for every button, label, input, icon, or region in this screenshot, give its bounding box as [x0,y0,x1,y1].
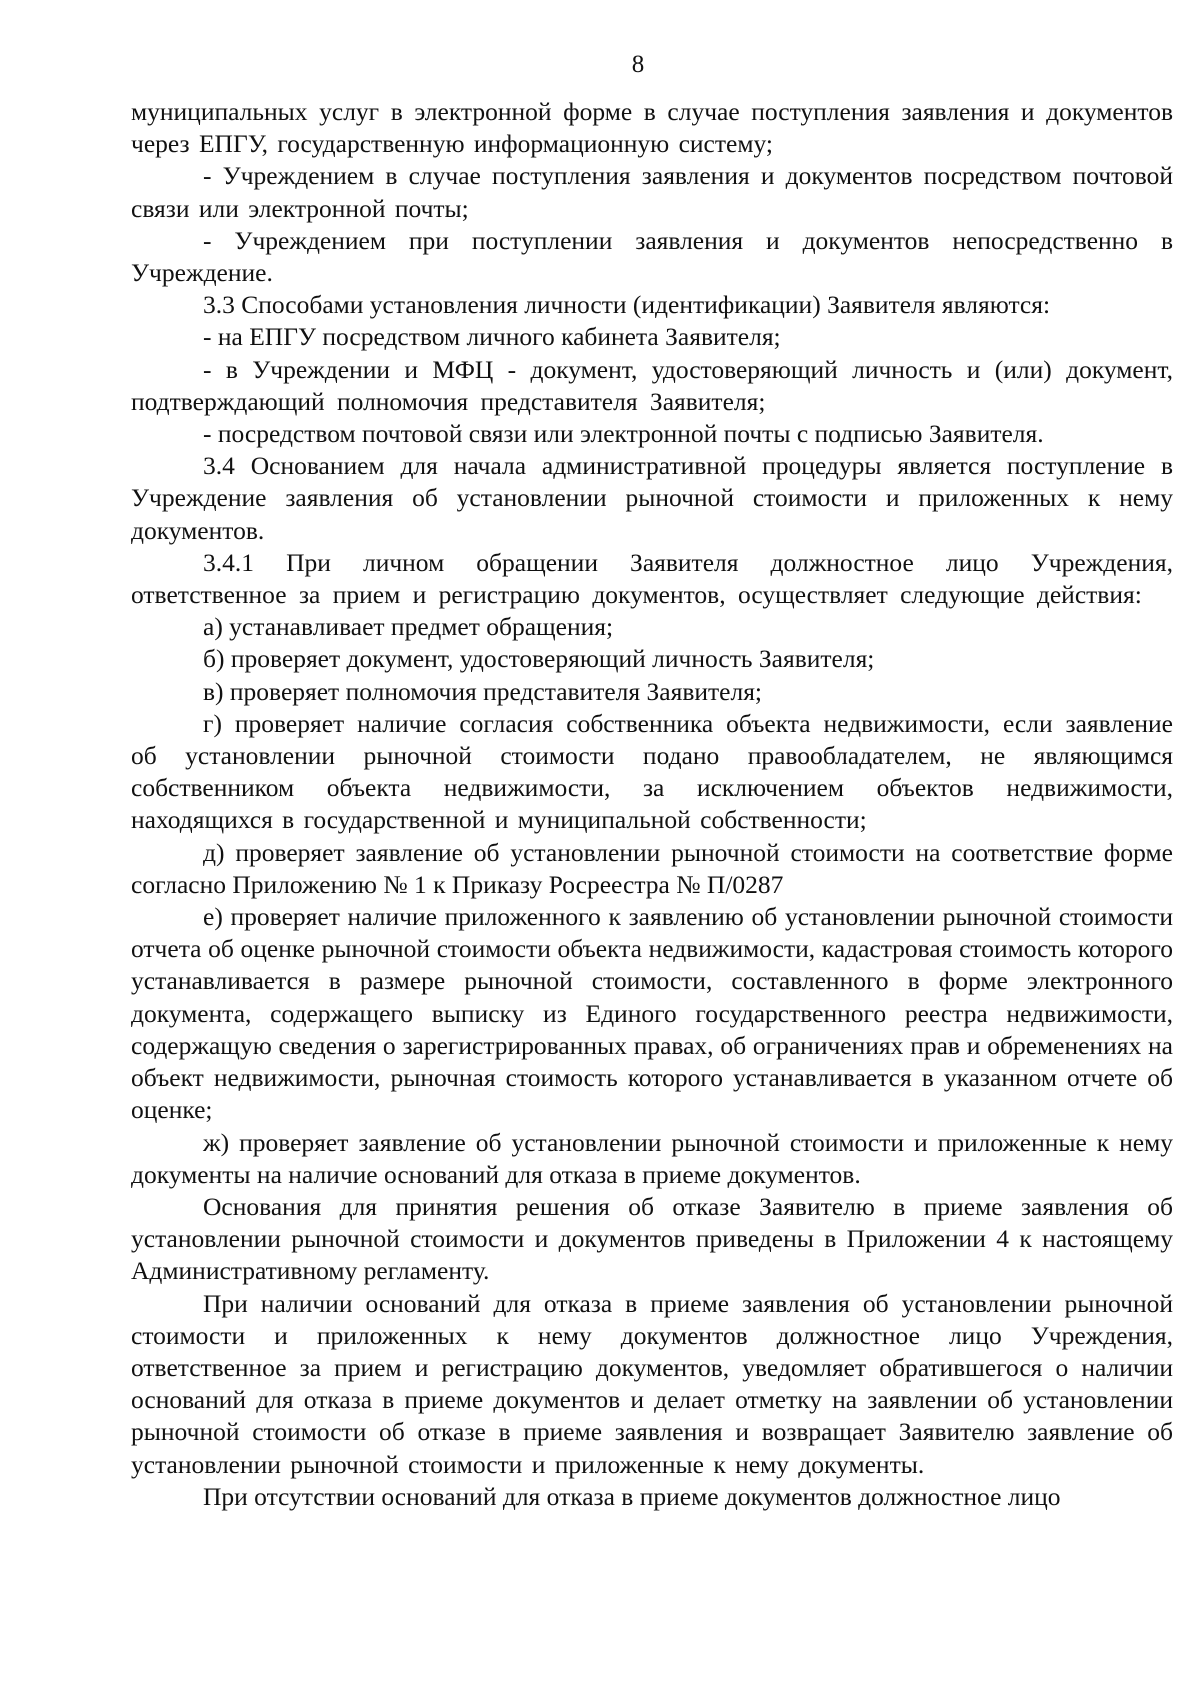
document-body [131,96,1173,1513]
list-item: - посредством почтовой связи или электронной почты с подписью Заявителя. [203,419,1044,449]
list-item: - в Учреждении и МФЦ - документ, удостоверяющий личность и (или) документ, подтверждающий полномочия представителя Заявителя; [131,354,1173,416]
list-item: д) проверяет заявление об установлении рыночной стоимости на соответствие форме согласно Приложению № 1 к Приказу Росреестра № П/0287 [131,837,1173,899]
list-item: ж) проверяет заявление об установлении рыночной стоимости и приложенные к нему документы на наличие оснований для отказа в приеме документов. [131,1127,1173,1189]
list-item: - Учреждением при поступлении заявления и документов непосредственно в Учреждение. [131,225,1173,288]
list-item: е) проверяет наличие приложенного к заявлению об установлении рыночной стоимости отчета об оценке рыночной стоимости объекта недвижимости, кадастровая стоимость которого устанавливается в размере рыночной стоимости, составленного в форме электронного документа, содержащего выписку из Единого государственного реестра недвижимости, содержащую сведения о зарегистрированных правах, об ограничениях прав и обременениях на объект недвижимости, рыночная стоимость которого устанавливается в указанном отчете об оценке; [131,902,1173,1125]
paragraph: Основания для принятия решения об отказе Заявителю в приеме заявления об установлении рыночной стоимости и документов приведены в Приложении 4 к настоящему Административному регламенту. [131,1191,1173,1286]
paragraph: При наличии оснований для отказа в приеме заявления об установлении рыночной стоимости и приложенных к нему документов должностное лицо Учреждения, ответственное за прием и регистрацию документов, уведомляет обратившегося о наличии оснований для отказа в приеме документов и делает отметку на заявлении об установлении рыночной стоимости об отказе в приеме заявления и возвращает Заявителю заявление об установлении рыночной стоимости и приложенные к нему документы. [131,1288,1173,1479]
paragraph: 3.4.1 При личном обращении Заявителя должностное лицо Учреждения, ответственное за прием и регистрацию документов, осуществляет следующие действия: [131,547,1173,610]
paragraph: При отсутствии оснований для отказа в приеме документов должностное лицо [203,1481,1061,1511]
list-item: в) проверяет полномочия представителя Заявителя; [203,676,763,706]
list-item: - Учреждением в случае поступления заявления и документов посредством почтовой связи или электронной почты; [131,161,1173,223]
paragraph: 3.4 Основанием для начала административной процедуры является поступление в Учреждение заявления об установлении рыночной стоимости и приложенных к нему документов. [131,451,1173,545]
list-item: б) проверяет документ, удостоверяющий личность Заявителя; [203,644,875,674]
page-number: 8 [631,51,645,78]
paragraph: муниципальных услуг в электронной форме в случае поступления заявления и документов через ЕПГУ, государственную информационную систему; [131,97,1173,159]
section-heading: 3.3 Способами установления личности (идентификации) Заявителя являются: [203,290,1051,320]
list-item: а) устанавливает предмет обращения; [203,612,614,642]
list-item: - на ЕПГУ посредством личного кабинета Заявителя; [203,322,781,352]
list-item: г) проверяет наличие согласия собственника объекта недвижимости, если заявление об установлении рыночной стоимости подано правообладателем, не являющимся собственником объекта недвижимости, за исключением объектов недвижимости, находящихся в государственной и муниципальной собственности; [131,708,1173,835]
